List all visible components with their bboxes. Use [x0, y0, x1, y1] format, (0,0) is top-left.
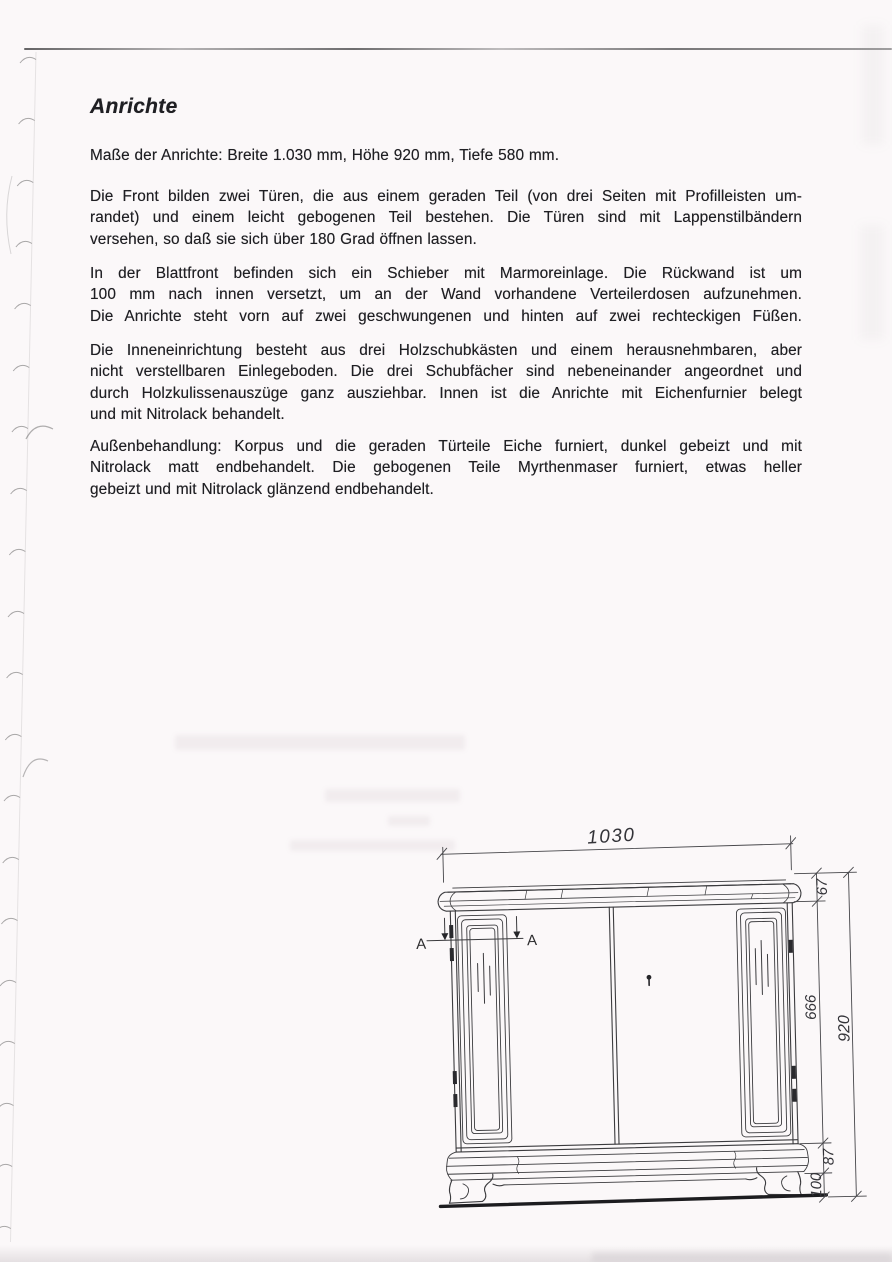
- text-line: Die Anrichte steht vorn auf zwei geschwungenen und hinten auf zwei rechteckigen Füßen.: [90, 307, 802, 325]
- dimension-width-label: 1030: [586, 824, 637, 849]
- center-doors: [609, 906, 655, 1144]
- scan-bottom-edge-artifact: [592, 1252, 892, 1262]
- base-molding: [446, 1143, 809, 1180]
- text-line: randet) und einem leicht gebogenen Teil bestehen. Die Türen sind mit Lappenstilbändern: [90, 209, 802, 227]
- section-label-a-left: A: [415, 935, 427, 953]
- text-line: gebeizt und mit Nitrolack glänzend endbehandelt.: [90, 480, 434, 498]
- text-line: durch Holzkulissenauszüge ganz ausziehbar. Innen ist die Anrichte mit Eichenfurnier belegt: [90, 384, 802, 402]
- right-door-panel: [736, 908, 791, 1137]
- text-line: und mit Nitrolack behandelt.: [90, 405, 285, 423]
- cornice: [438, 880, 801, 912]
- left-door-panel: [457, 915, 512, 1144]
- text-line: Die Inneneinrichtung besteht aus drei Holzschubkästen und einem herausnehmbaren, aber: [90, 342, 802, 359]
- text-line: nicht verstellbaren Einlegeboden. Die drei Schubfächer sind nebeneinander angeordnet und: [90, 363, 802, 381]
- section-label-a-right: A: [526, 932, 538, 950]
- text-line: Maße der Anrichte: Breite 1.030 mm, Höhe 920 mm, Tiefe 580 mm.: [90, 147, 560, 164]
- dimension-body-label: 666: [802, 994, 821, 1021]
- text-line: versehen, so daß sie sich über 180 Grad öffnen lassen.: [90, 230, 477, 248]
- dimension-plinth-label: 87: [820, 1148, 838, 1166]
- dimension-foot-label: 100: [807, 1172, 826, 1198]
- dimension-heights: [793, 867, 866, 1202]
- text-line: 100 mm nach innen versetzt, um an der Wand vorhandene Verteilerdosen aufzunehmen.: [90, 286, 802, 304]
- dimension-width: [436, 821, 796, 883]
- ground-line: [440, 1195, 826, 1206]
- text-line: Außenbehandlung: Korpus und die geraden Türteile Eiche furniert, dunkel gebeizt und mit: [90, 438, 802, 455]
- dimension-cornice-label: 67: [813, 878, 832, 896]
- text-line: Die Front bilden zwei Türen, die aus einem geraden Teil (von drei Seiten mit Profilleisten um-: [90, 188, 802, 205]
- section-marker: [415, 916, 537, 953]
- text-line: Nitrolack matt endbehandelt. Die gebogenen Teile Myrthenmaser furniert, etwas heller: [90, 459, 802, 477]
- text-line: In der Blattfront befinden sich ein Schieber mit Marmoreinlage. Die Rückwand ist um: [90, 265, 802, 282]
- page-title: Anrichte: [90, 95, 178, 118]
- dimension-total-height-label: 920: [835, 1014, 854, 1043]
